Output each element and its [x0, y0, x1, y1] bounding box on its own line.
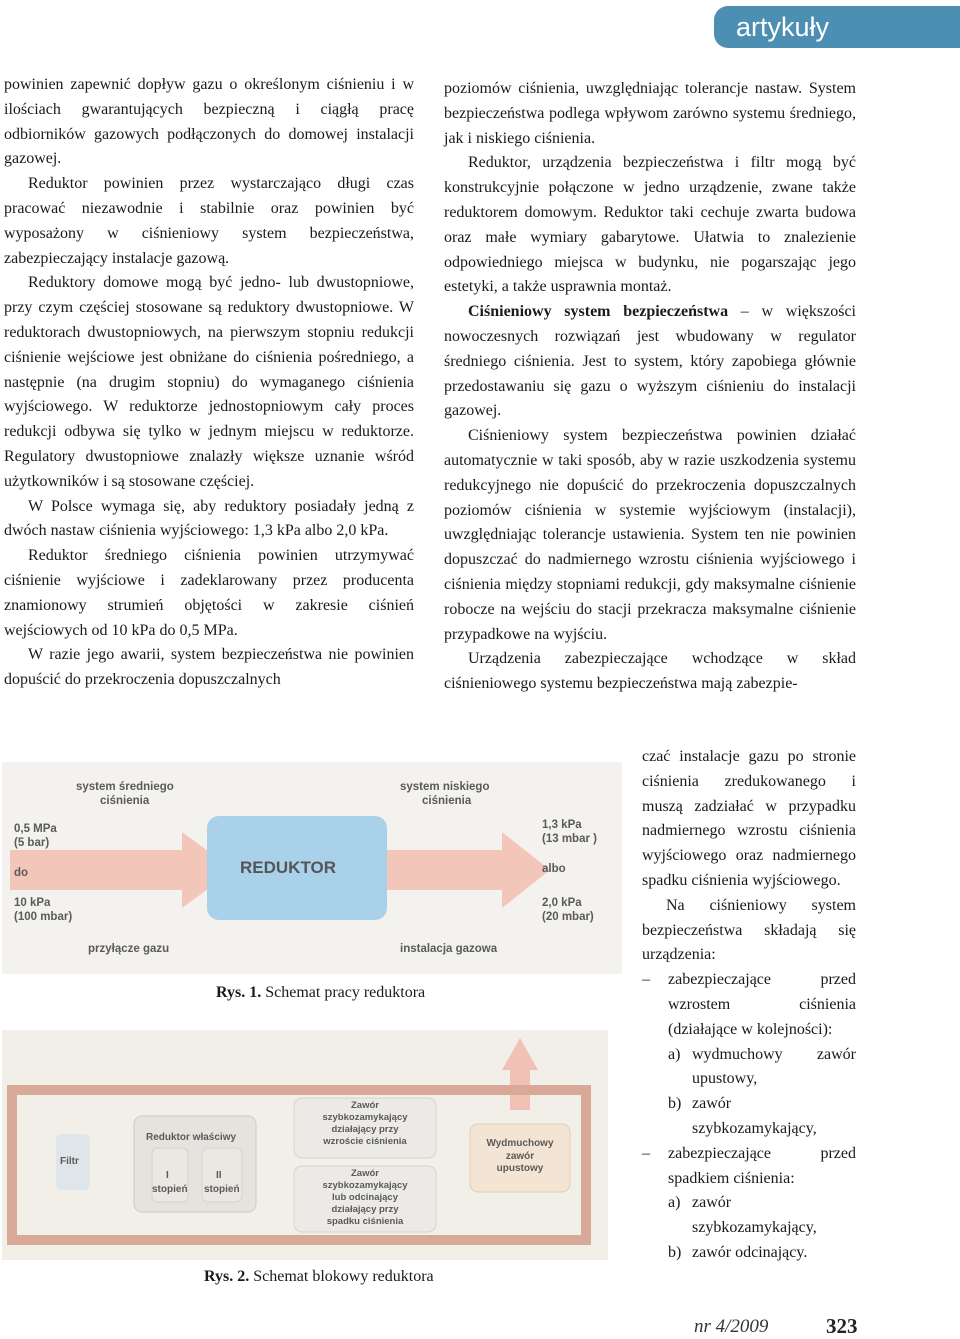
up-arrow [502, 1038, 538, 1110]
inlet-to-label: do [14, 867, 29, 879]
paragraph [444, 300, 856, 424]
list-item [642, 1241, 856, 1266]
dash-marker: – [642, 971, 650, 989]
inlet-min-pressure: 10 kPa [14, 897, 51, 909]
outlet-pressure-b: 2,0 kPa [542, 897, 582, 909]
reducer-label: REDUKTOR [240, 858, 337, 877]
list-marker: a) [668, 1045, 681, 1063]
paragraph: Reduktor średniego ciśnienia powinien utrzymywać ciśnienie wyjściowe i zadeklarowany przez producenta znamionowy strumień objętości w zakresie ciśnień wejściowych od 10 kPa do 0,5 MPa. [4, 547, 414, 639]
stage2-label: stopień [204, 1184, 240, 1195]
medium-pressure-label: system średniego [76, 781, 174, 793]
outlet-pressure-b: (20 mbar) [542, 911, 594, 923]
valve-up-label: Zawór szybkozamykający działający przy wzroście ciśnienia [322, 1100, 408, 1147]
relief-valve-label: Wydmuchowy zawór upustowy [486, 1138, 554, 1174]
narrow-column [642, 745, 856, 1266]
page-number: 323 [826, 1314, 858, 1338]
valve-down-label: Zawór szybkozamykający lub odcinający działający przy spadku ciśnienia [322, 1168, 408, 1227]
issue-number: nr 4/2009 [694, 1316, 769, 1337]
stage2-label: II [216, 1170, 222, 1181]
figure2-caption [204, 1267, 434, 1287]
stage1-label: I [166, 1170, 169, 1181]
list-item [642, 968, 856, 1042]
outlet-pressure-a: (13 mbar ) [542, 833, 597, 845]
list-item-text: zawór odcinający. [692, 1243, 808, 1261]
list-item-text: zabezpieczające przed spadkiem ciśnienia: [668, 1144, 856, 1187]
list-item-text: wydmuchowy zawór upustowy, [692, 1045, 856, 1088]
low-pressure-label: ciśnienia [422, 795, 472, 807]
paragraph: Ciśnieniowy system bezpieczeństwa powinien działać automatycznie w taki sposób, aby w razie uszkodzenia systemu redukcyjnego nie dopuścić do przekroczenia dopuszczalnych poziomów ciśnienia w systemie wyjściowym (instalacji), uwzględniając tolerancje ustawienia. System ten nie powinien dopuszczać do nadmiernego wzrostu ciśnienia wyjściowego i ciśnienia między stopniami redukcji, gdy maksymalne ciśnienie robocze na wejściu do stacji przekracza maksymalne ciśnienie przypadkowe na wyjściu. [444, 427, 856, 643]
paragraph: powinien zapewnić dopływ gazu o określonym ciśnieniu i w ilościach gwarantujących bezpieczną i ciągłą pracę odbiorników gazowych podłączonych do domowej instalacji gazowej. [4, 76, 414, 168]
paragraph: Reduktor, urządzenia bezpieczeństwa i filtr mogą być konstrukcyjnie połączone w jedno urządzenie, zwane także reduktorem domowym. Reduktor taki cechuje zwarta budowa oraz małe wymiary gabarytowe. Ułatwia to znalezienie odpowiedniego miejsca w budynku, nie pogarszając jego estetyki, a także usprawnia montaż. [444, 154, 856, 296]
list-item [642, 1142, 856, 1192]
filter-label: Filtr [60, 1156, 79, 1167]
left-column [4, 73, 414, 693]
list-item-text: zabezpieczające przed wzrostem ciśnienia (działające w kolejności): [668, 971, 856, 1038]
caption-number: Rys. 1. [216, 984, 262, 1001]
list-item [642, 1191, 856, 1241]
paragraph: Urządzenia zabezpieczające wchodzące w skład ciśnieniowego systemu bezpieczeństwa mają zabezpie- [444, 650, 856, 693]
figure-reducer-block-diagram [2, 1030, 608, 1260]
caption-text: Schemat blokowy reduktora [249, 1268, 434, 1285]
figure1-caption [216, 983, 425, 1003]
section-tab: artykuły [714, 6, 960, 48]
inlet-label: przyłącze gazu [88, 943, 170, 955]
list-item-text: zawór szybkozamykający, [692, 1095, 817, 1137]
inlet-max-pressure: (5 bar) [14, 837, 50, 849]
outlet-pressure-a: 1,3 kPa [542, 819, 582, 831]
bold-term: Ciśnieniowy system bezpieczeństwa [468, 303, 729, 321]
right-column [444, 77, 856, 697]
low-pressure-label: system niskiego [400, 781, 490, 793]
paragraph: poziomów ciśnienia, uwzględniając tolerancje nastaw. System bezpieczeństwa podlega wpływom zarówno systemu średniego, jak i niskiego ciśnienia. [444, 80, 856, 147]
paragraph: W razie jego awarii, system bezpieczeństwa nie powinien dopuścić do przekroczenia dopuszczalnych [4, 646, 414, 689]
list-marker: b) [668, 1243, 682, 1261]
inlet-min-pressure: (100 mbar) [14, 911, 73, 923]
dash-marker: – [642, 1144, 650, 1162]
paragraph: Na ciśnieniowy system bezpieczeństwa składają się urządzenia: [642, 896, 856, 964]
inlet-max-pressure: 0,5 MPa [14, 823, 57, 835]
installation-label: instalacja gazowa [400, 943, 498, 955]
list-marker: a) [668, 1194, 681, 1212]
list-item-text: zawór szybkozamykający, [692, 1194, 817, 1237]
paragraph: Reduktory domowe mogą być jedno- lub dwustopniowe, przy czym częściej stosowane są reduktory dwustopniowe. W reduktorach dwustopniowych, na pierwszym stopniu redukcji ciśnienie wejściowe jest obniżane do ciśnienia pośredniego, a następnie (na drugim stopniu) do wymaganego ciśnienia wyjściowego. W reduktorze jednostopniowym cały proces redukcji odbywa się tylko w jednym miejscu w reduktorze. Regulatory dwustopniowe znalazły większe uznanie wśród użytkowników i są stosowane częściej. [4, 274, 414, 490]
list-item [642, 1043, 856, 1093]
paragraph: Reduktor powinien przez wystarczająco długi czas pracować niezawodnie i stabilnie oraz powinien być wyposażony w ciśnieniowy system bezpieczeństwa, zabezpieczający instalacje gazową. [4, 175, 414, 267]
list-item [642, 1092, 856, 1142]
figure-reducer-operation [2, 762, 622, 974]
list-marker: b) [668, 1095, 682, 1113]
outlet-or-label: albo [542, 863, 566, 875]
stage1-label: stopień [152, 1184, 188, 1195]
caption-text: Schemat pracy reduktora [261, 984, 426, 1001]
medium-pressure-label: ciśnienia [100, 795, 150, 807]
paragraph: W Polsce wymaga się, aby reduktory posiadały jedną z dwóch nastaw ciśnienia wyjściowego: 1,3 kPa albo 2,0 kPa. [4, 497, 414, 540]
paragraph: czać instalacje gazu po stronie ciśnienia zredukowanego i muszą zadziałać w przypadku nadmiernego wzrostu ciśnienia wyjściowego oraz nadmiernego spadku ciśnienia wyjściowego. [642, 748, 856, 889]
paragraph-text: – w większości nowoczesnych rozwiązań jest wbudowany w regulator średniego ciśnienia. Jest to system, który zapobiega głównie przedostawaniu się gazu o wyższym ciśnieniu do instalacji gazowej. [444, 303, 856, 420]
reducer-block-label: Reduktor właściwy [146, 1132, 237, 1143]
caption-number: Rys. 2. [204, 1268, 250, 1285]
